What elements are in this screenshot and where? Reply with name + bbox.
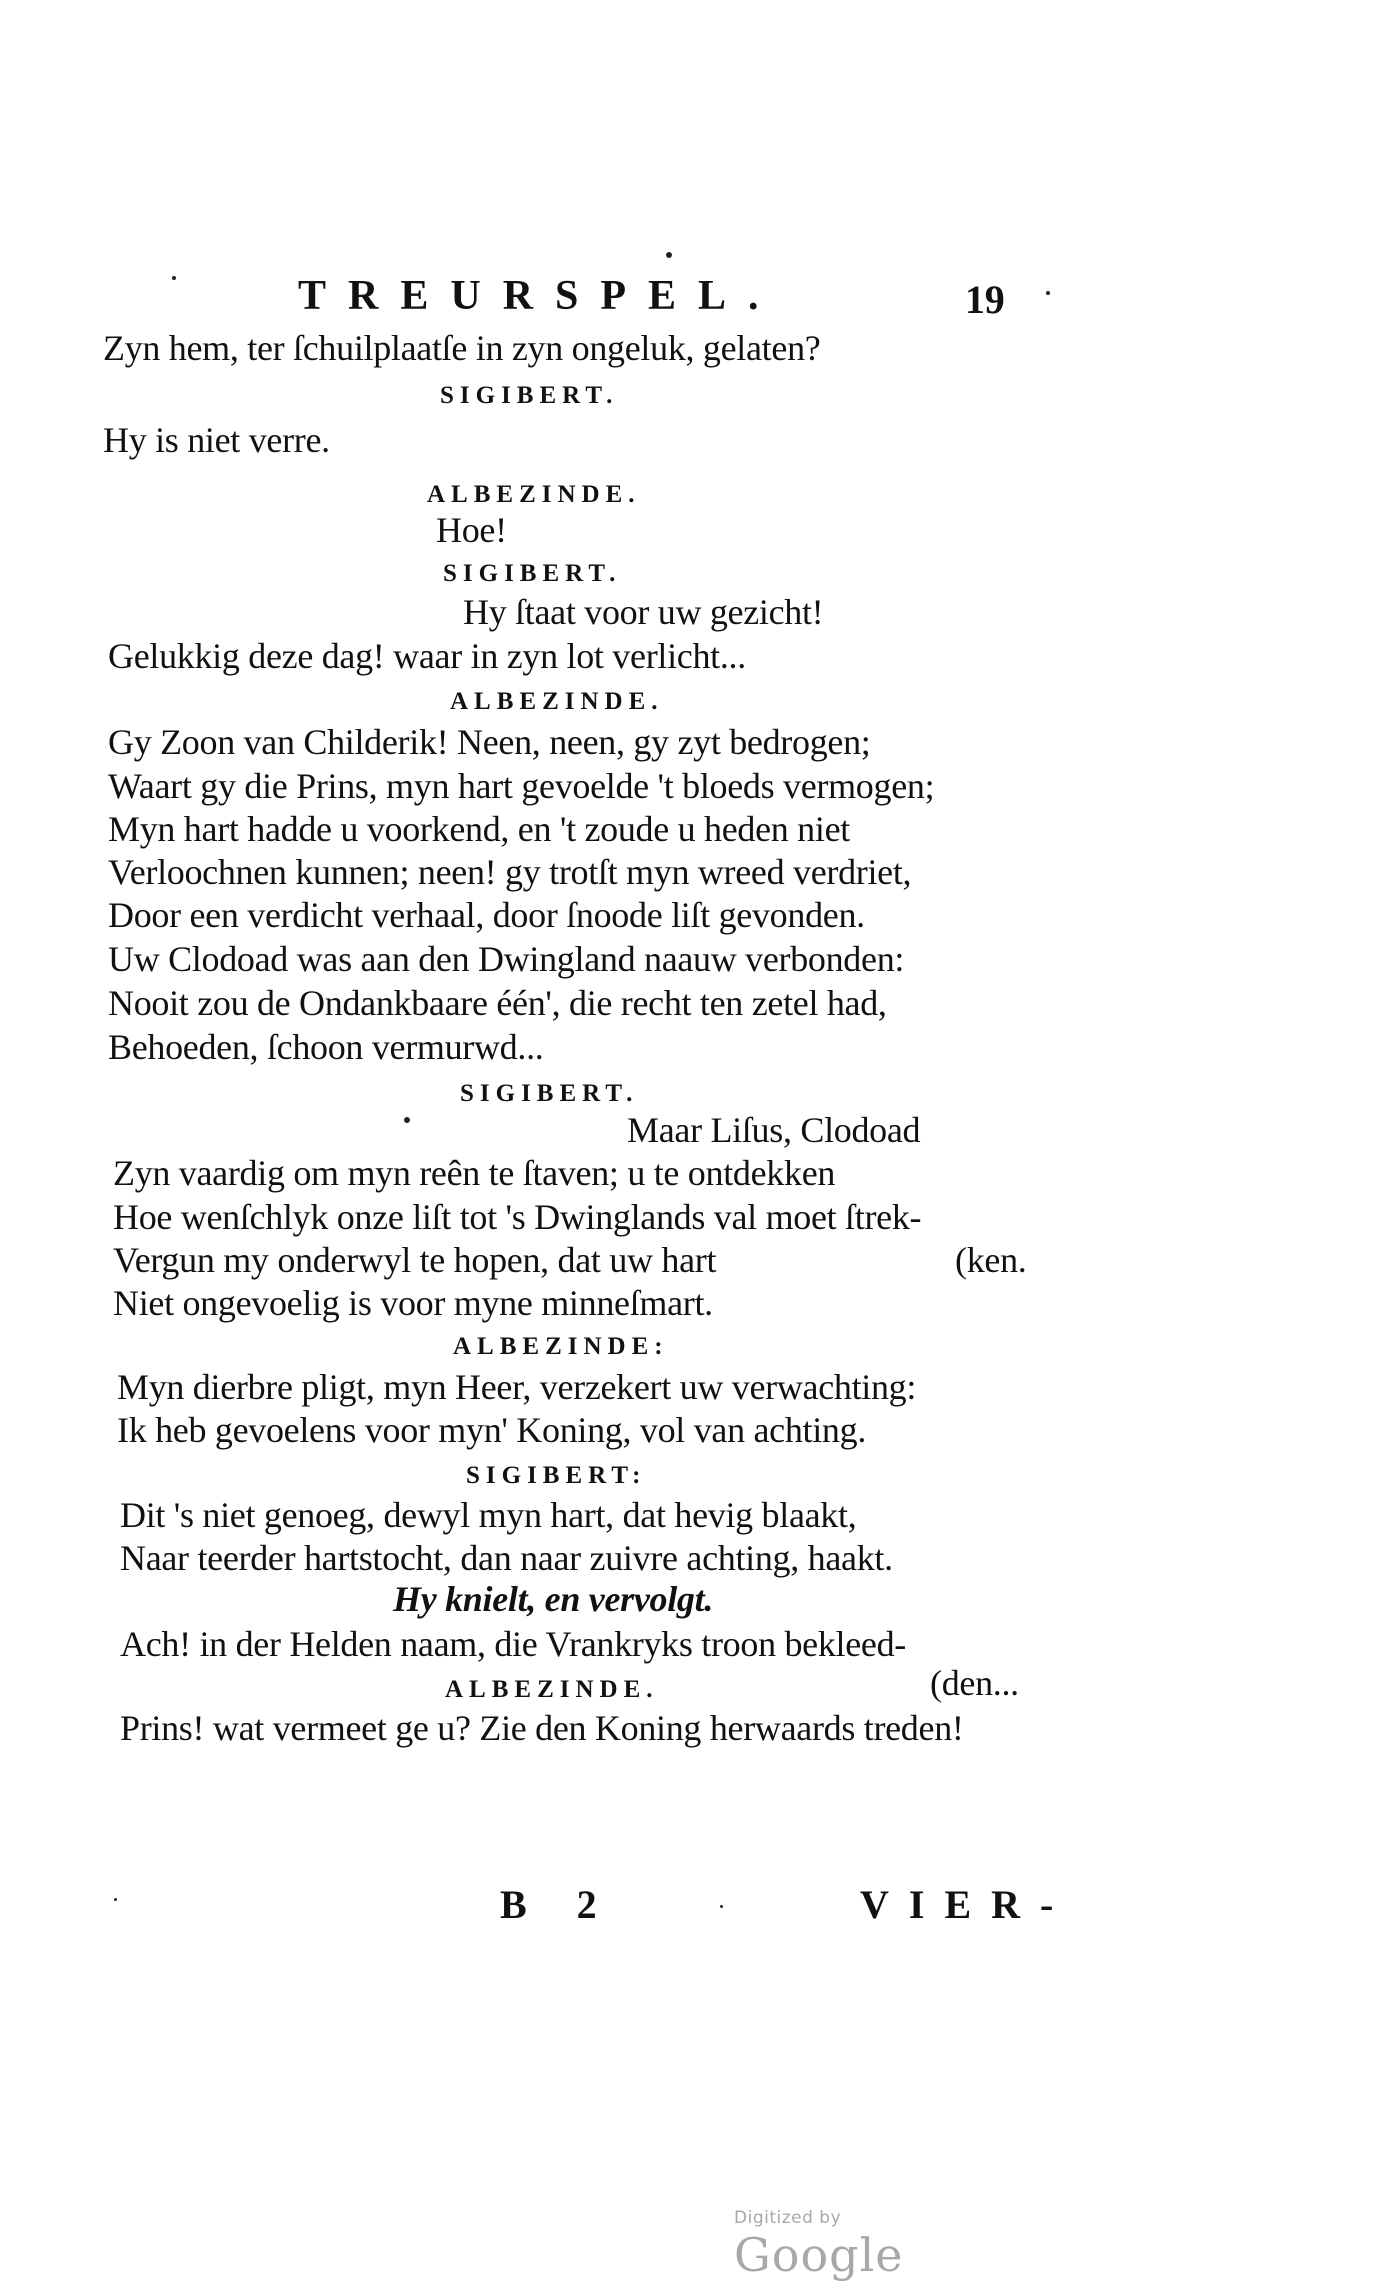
running-title: TREURSPEL.: [298, 273, 781, 319]
speaker-name: ALBEZINDE.: [450, 688, 664, 715]
stage-direction: Hy knielt, en vervolgt.: [393, 1579, 714, 1619]
verse-line: Hoe!: [436, 510, 507, 550]
speaker-name: SIGIBERT:: [466, 1462, 647, 1489]
verse-line: Zyn vaardig om myn reên te ſtaven; u te ontdekken: [113, 1153, 836, 1193]
verse-line: Zyn hem, ter ſchuilplaatſe in zyn ongeluk, gelaten?: [103, 328, 821, 368]
verse-line: Hy ſtaat voor uw gezicht!: [463, 592, 824, 632]
verse-line: Nooit zou de Ondankbaare één', die recht ten zetel had,: [108, 983, 887, 1023]
verse-line: Uw Clodoad was aan den Dwingland naauw verbonden:: [108, 939, 905, 979]
verse-line: Naar teerder hartstocht, dan naar zuivre achting, haakt.: [120, 1538, 893, 1578]
speaker-name: SIGIBERT.: [440, 382, 619, 409]
verse-line: Maar Liſus, Clodoad: [627, 1110, 921, 1150]
verse-line: Dit 's niet genoeg, dewyl myn hart, dat hevig blaakt,: [120, 1495, 857, 1535]
watermark-prefix: Digitized by: [734, 2208, 842, 2228]
print-speck: [720, 1905, 723, 1908]
verse-line: Verloochnen kunnen; neen! gy trotſt myn wreed verdriet,: [108, 852, 912, 892]
print-speck: [172, 276, 176, 280]
verse-line: Behoeden, ſchoon vermurwd...: [108, 1027, 544, 1067]
verse-line: Hoe wenſchlyk onze liſt tot 's Dwinglands val moet ſtrek-: [113, 1197, 922, 1237]
verse-line: Hy is niet verre.: [103, 420, 330, 460]
verse-line: Gy Zoon van Childerik! Neen, neen, gy zyt bedrogen;: [108, 722, 871, 762]
digitized-by-google-watermark: [726, 2190, 904, 2282]
speaker-name: SIGIBERT.: [460, 1080, 639, 1107]
verse-line: Gelukkig deze dag! waar in zyn lot verlicht...: [108, 636, 746, 676]
speaker-name: ALBEZINDE:: [453, 1333, 669, 1360]
verse-turnover: (den...: [930, 1663, 1019, 1703]
verse-turnover: (ken.: [955, 1240, 1027, 1280]
verse-line: Door een verdicht verhaal, door ſnoode liſt gevonden.: [108, 895, 865, 935]
verse-line: Ik heb gevoelens voor myn' Koning, vol van achting.: [117, 1410, 867, 1450]
verse-line: Prins! wat vermeet ge u? Zie den Koning herwaards treden!: [120, 1708, 964, 1748]
speaker-name: SIGIBERT.: [443, 560, 622, 587]
print-speck: [1046, 291, 1050, 295]
speaker-name: ALBEZINDE.: [445, 1676, 659, 1703]
speaker-name: ALBEZINDE.: [427, 481, 641, 508]
page-number: 19: [965, 277, 1005, 322]
catchword: VIER-: [860, 1882, 1074, 1927]
google-logo-text: Google: [734, 2228, 904, 2282]
verse-line: Niet ongevoelig is voor myne minneſmart.: [113, 1283, 713, 1323]
print-speck: [404, 1117, 410, 1123]
verse-line: Waart gy die Prins, myn hart gevoelde 't bloeds vermogen;: [108, 766, 935, 806]
print-speck: [666, 252, 672, 258]
verse-line: Myn hart hadde u voorkend, en 't zoude u heden niet: [108, 809, 850, 849]
verse-line: Myn dierbre pligt, myn Heer, verzekert uw verwachting:: [117, 1367, 917, 1407]
signature-mark: B 2: [500, 1882, 617, 1927]
print-speck: [114, 1898, 117, 1901]
verse-line: Vergun my onderwyl te hopen, dat uw hart: [113, 1240, 717, 1280]
verse-line: Ach! in der Helden naam, die Vrankryks troon bekleed-: [120, 1624, 906, 1664]
